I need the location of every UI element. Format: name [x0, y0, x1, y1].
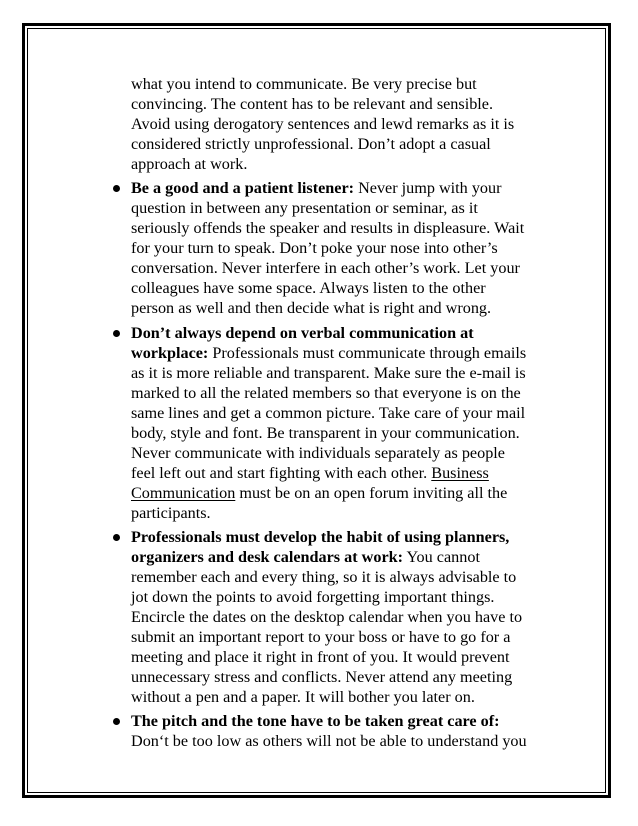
list-item-heading-text: Don’t always depend on verbal communication at	[131, 324, 474, 342]
list-item-heading-text: The pitch and the tone have to be taken great care of:	[131, 712, 500, 730]
list-item-heading-text: organizers and desk calendars at work:	[131, 548, 404, 566]
text-line: Avoid using derogatory sentences and lewd remarks as it is	[131, 115, 515, 133]
list-item-heading	[131, 527, 509, 547]
text-line: body, style and font. Be transparent in your communication.	[131, 424, 520, 442]
text-line: what you intend to communicate. Be very precise but	[131, 75, 477, 93]
text-line: approach at work.	[131, 155, 248, 173]
text-line: meeting and place it right in front of you. It would prevent	[131, 648, 510, 666]
list-item-heading-text: workplace:	[131, 344, 209, 362]
text-line: without a pen and a paper. It will bother you later on.	[131, 688, 475, 706]
bullet-icon	[113, 534, 120, 541]
text-line: submit an important report to your boss or have to go for a	[131, 628, 511, 646]
text-line: marked to all the related members so that everyone is on the	[131, 384, 521, 402]
text-line-with-link	[131, 463, 489, 483]
text-line: jot down the points to avoid forgetting important things.	[131, 588, 495, 606]
list-item-heading	[131, 711, 500, 731]
list-item-heading-text: Professionals must develop the habit of using planners,	[131, 528, 510, 546]
business-communication-link[interactable]: Communication	[131, 484, 236, 502]
text-span: Professionals must communicate through emails	[208, 344, 527, 362]
text-span: Never jump with your	[354, 179, 502, 197]
text-line: considered strictly unprofessional. Don’t adopt a casual	[131, 135, 491, 153]
text-line-with-link	[131, 483, 507, 503]
text-line: unnecessary stress and conflicts. Never attend any meeting	[131, 668, 513, 686]
bullet-icon	[113, 185, 120, 192]
text-line: Encircle the dates on the desktop calendar when you have to	[131, 608, 523, 626]
text-span: must be on an open forum inviting all the	[235, 484, 508, 502]
text-span: feel left out and start fighting with each other.	[131, 464, 432, 482]
text-line: seriously offends the speaker and results in displeasure. Wait	[131, 219, 525, 237]
list-item-second-line	[131, 547, 480, 567]
list-item-heading: Be a good and a patient listener:	[131, 179, 355, 197]
text-line: as it is more reliable and transparent. Make sure the e-mail is	[131, 364, 526, 382]
text-line: question in between any presentation or seminar, as it	[131, 199, 478, 217]
text-line: for your turn to speak. Don’t poke your nose into other’s	[131, 239, 498, 257]
text-line: convincing. The content has to be relevant and sensible.	[131, 95, 494, 113]
text-line: Never communicate with individuals separately as people	[131, 444, 505, 462]
text-line: same lines and get a common picture. Take care of your mail	[131, 404, 526, 422]
bullet-icon	[113, 718, 120, 725]
text-line: colleagues have some space. Always listen to the other	[131, 279, 486, 297]
text-line: person as well and then decide what is right and wrong.	[131, 299, 492, 317]
text-line: participants.	[131, 504, 211, 522]
text-line: conversation. Never interfere in each other’s work. Let your	[131, 259, 520, 277]
text-line: Don‘t be too low as others will not be able to understand you	[131, 732, 527, 750]
text-span: You cannot	[403, 548, 480, 566]
bullet-icon	[113, 330, 120, 337]
text-line: remember each and every thing, so it is always advisable to	[131, 568, 517, 586]
business-communication-link[interactable]: Business	[431, 464, 489, 482]
list-item-first-line	[131, 178, 502, 198]
list-item-second-line	[131, 343, 526, 363]
list-item-heading	[131, 323, 474, 343]
